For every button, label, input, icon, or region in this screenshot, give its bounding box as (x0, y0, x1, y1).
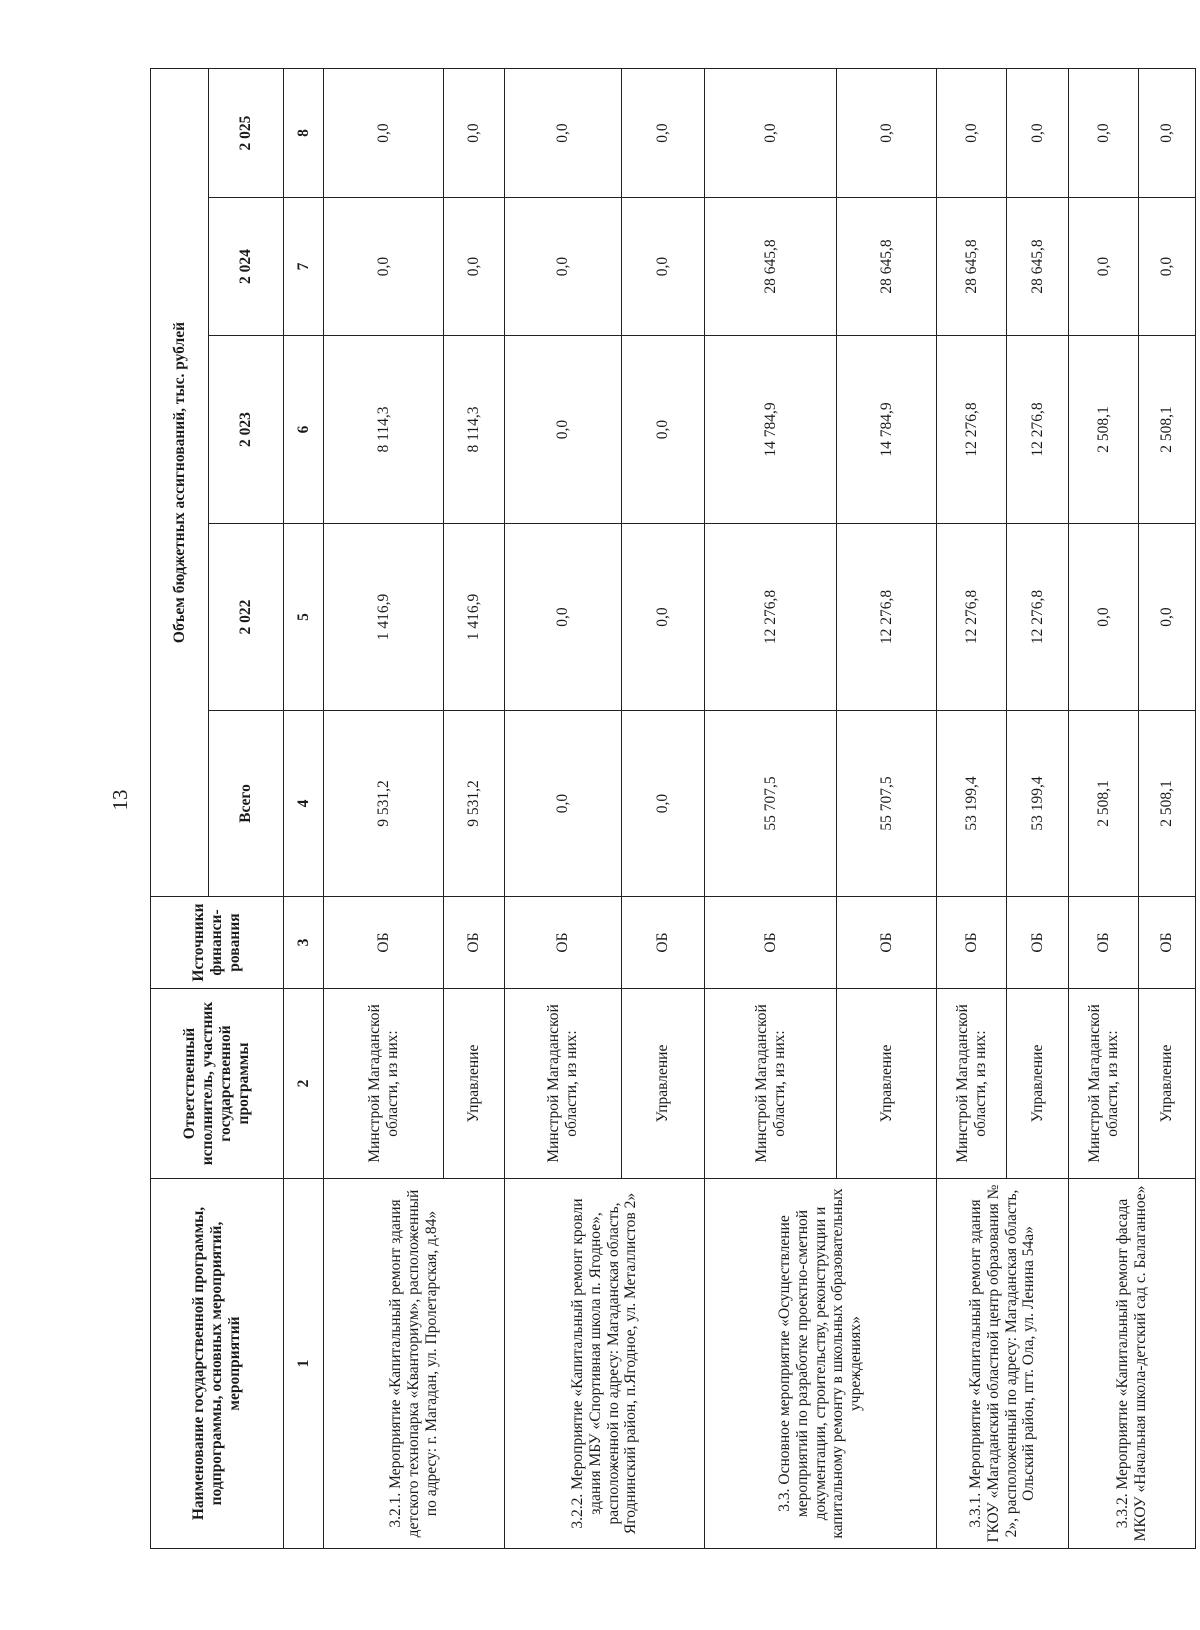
column-number: 1 (284, 1179, 324, 1549)
total-cell: 9 531,2 (324, 711, 444, 897)
executor-cell: Управление (1007, 989, 1069, 1179)
year-2024-cell: 28 645,8 (1007, 198, 1069, 336)
page-number: 13 (108, 789, 132, 811)
source-cell: ОБ (705, 897, 837, 989)
executor-cell: Минстрой Магаданской области, из них: (937, 989, 1007, 1179)
table-row (505, 68, 622, 1548)
year-2025-cell: 0,0 (444, 68, 505, 197)
source-cell: ОБ (444, 897, 505, 989)
executor-cell: Минстрой Магаданской области, из них: (505, 989, 622, 1179)
year-2023-cell: 14 784,9 (837, 336, 937, 524)
year-2023-cell: 2 508,1 (1069, 336, 1139, 524)
year-2023-cell: 0,0 (622, 336, 705, 524)
executor-cell: Минстрой Магаданской области, из них: (1069, 989, 1139, 1179)
year-2022-cell: 1 416,9 (324, 524, 444, 711)
activity-name: 3.2.2. Мероприятие «Капитальный ремонт кровли здания МБУ «Спортивная школа п. Ягодное», расположенной по адресу: Магаданская область, Ягоднинский район, п.Ягодное, ул. Металлистов 2» (505, 1179, 705, 1549)
total-cell: 9 531,2 (444, 711, 505, 897)
year-2022-cell: 0,0 (1139, 524, 1196, 711)
year-2023-cell: 2 508,1 (1139, 336, 1196, 524)
executor-cell: Минстрой Магаданской области, из них: (705, 989, 837, 1179)
table-row (937, 68, 1007, 1548)
source-cell: ОБ (1007, 897, 1069, 989)
year-2023-cell: 8 114,3 (444, 336, 505, 524)
year-2025-cell: 0,0 (837, 68, 937, 197)
year-2025-cell: 0,0 (622, 68, 705, 197)
year-2024-cell: 28 645,8 (837, 198, 937, 336)
budget-table (150, 68, 1196, 1549)
year-2025-cell: 0,0 (324, 68, 444, 197)
year-2025-cell: 0,0 (505, 68, 622, 197)
header-col-source: Источники финанси-рования (151, 897, 284, 989)
activity-name: 3.3.1. Мероприятие «Капитальный ремонт здания ГКОУ «Магаданский областной центр образования № 2», расположенный по адресу: Магаданская область, Ольский район, пгт. Ола, ул. Ленина 54а» (937, 1179, 1069, 1549)
year-2024-cell: 0,0 (505, 198, 622, 336)
table-body (324, 68, 1196, 1548)
total-cell: 53 199,4 (1007, 711, 1069, 897)
year-2022-cell: 12 276,8 (1007, 524, 1069, 711)
header-year-2025: 2 025 (209, 68, 284, 197)
year-2023-cell: 0,0 (505, 336, 622, 524)
total-cell: 2 508,1 (1069, 711, 1139, 897)
year-2022-cell: 12 276,8 (837, 524, 937, 711)
total-cell: 2 508,1 (1139, 711, 1196, 897)
year-2025-cell: 0,0 (1069, 68, 1139, 197)
year-2023-cell: 12 276,8 (937, 336, 1007, 524)
year-2022-cell: 1 416,9 (444, 524, 505, 711)
source-cell: ОБ (937, 897, 1007, 989)
year-2023-cell: 8 114,3 (324, 336, 444, 524)
header-total: Всего (209, 711, 284, 897)
year-2024-cell: 28 645,8 (705, 198, 837, 336)
rotated-table-container (150, 69, 1176, 1549)
year-2023-cell: 12 276,8 (1007, 336, 1069, 524)
header-col-executor: Ответственный исполнитель, участник государственной программы (151, 989, 284, 1179)
activity-name: 3.3.2. Мероприятие «Капитальный ремонт фасада МКОУ «Начальная школа-детский сад с. Балаганное» (1069, 1179, 1196, 1549)
column-number: 7 (284, 198, 324, 336)
table-header (151, 68, 324, 1548)
total-cell: 0,0 (505, 711, 622, 897)
year-2023-cell: 14 784,9 (705, 336, 837, 524)
year-2022-cell: 0,0 (1069, 524, 1139, 711)
year-2024-cell: 0,0 (1139, 198, 1196, 336)
table-row (324, 68, 444, 1548)
year-2022-cell: 0,0 (622, 524, 705, 711)
source-cell: ОБ (324, 897, 444, 989)
year-2022-cell: 12 276,8 (705, 524, 837, 711)
header-year-2023: 2 023 (209, 336, 284, 524)
header-budget-group: Объем бюджетных ассигнований, тыс. рублей (151, 68, 209, 896)
executor-cell: Управление (837, 989, 937, 1179)
source-cell: ОБ (622, 897, 705, 989)
executor-cell: Управление (622, 989, 705, 1179)
header-year-2024: 2 024 (209, 198, 284, 336)
source-cell: ОБ (837, 897, 937, 989)
source-cell: ОБ (1139, 897, 1196, 989)
year-2024-cell: 0,0 (1069, 198, 1139, 336)
column-number: 2 (284, 989, 324, 1179)
total-cell: 0,0 (622, 711, 705, 897)
source-cell: ОБ (505, 897, 622, 989)
header-col-name: Наименование государственной программы, подпрограммы, основных мероприятий, мероприятий (151, 1179, 284, 1549)
total-cell: 55 707,5 (837, 711, 937, 897)
year-2024-cell: 0,0 (444, 198, 505, 336)
table-row (705, 68, 837, 1548)
year-2022-cell: 0,0 (505, 524, 622, 711)
executor-cell: Управление (1139, 989, 1196, 1179)
header-year-2022: 2 022 (209, 524, 284, 711)
year-2025-cell: 0,0 (705, 68, 837, 197)
year-2024-cell: 28 645,8 (937, 198, 1007, 336)
year-2025-cell: 0,0 (1139, 68, 1196, 197)
executor-cell: Минстрой Магаданской области, из них: (324, 989, 444, 1179)
year-2024-cell: 0,0 (622, 198, 705, 336)
column-number: 3 (284, 897, 324, 989)
year-2025-cell: 0,0 (937, 68, 1007, 197)
year-2024-cell: 0,0 (324, 198, 444, 336)
year-2022-cell: 12 276,8 (937, 524, 1007, 711)
table-row (1069, 68, 1139, 1548)
column-number: 5 (284, 524, 324, 711)
year-2025-cell: 0,0 (1007, 68, 1069, 197)
column-number: 6 (284, 336, 324, 524)
activity-name: 3.2.1. Мероприятие «Капитальный ремонт здания детского технопарка «Кванториум», расположенный по адресу: г. Магадан, ул. Пролетарская, д.84» (324, 1179, 505, 1549)
source-cell: ОБ (1069, 897, 1139, 989)
activity-name: 3.3. Основное мероприятие «Осуществление мероприятий по разработке проектно-сметной документации, строительству, реконструкции и капитальному ремонту в школьных образовательных учреждениях» (705, 1179, 937, 1549)
total-cell: 55 707,5 (705, 711, 837, 897)
executor-cell: Управление (444, 989, 505, 1179)
column-number-row (284, 68, 324, 1548)
column-number: 4 (284, 711, 324, 897)
column-number: 8 (284, 68, 324, 197)
total-cell: 53 199,4 (937, 711, 1007, 897)
